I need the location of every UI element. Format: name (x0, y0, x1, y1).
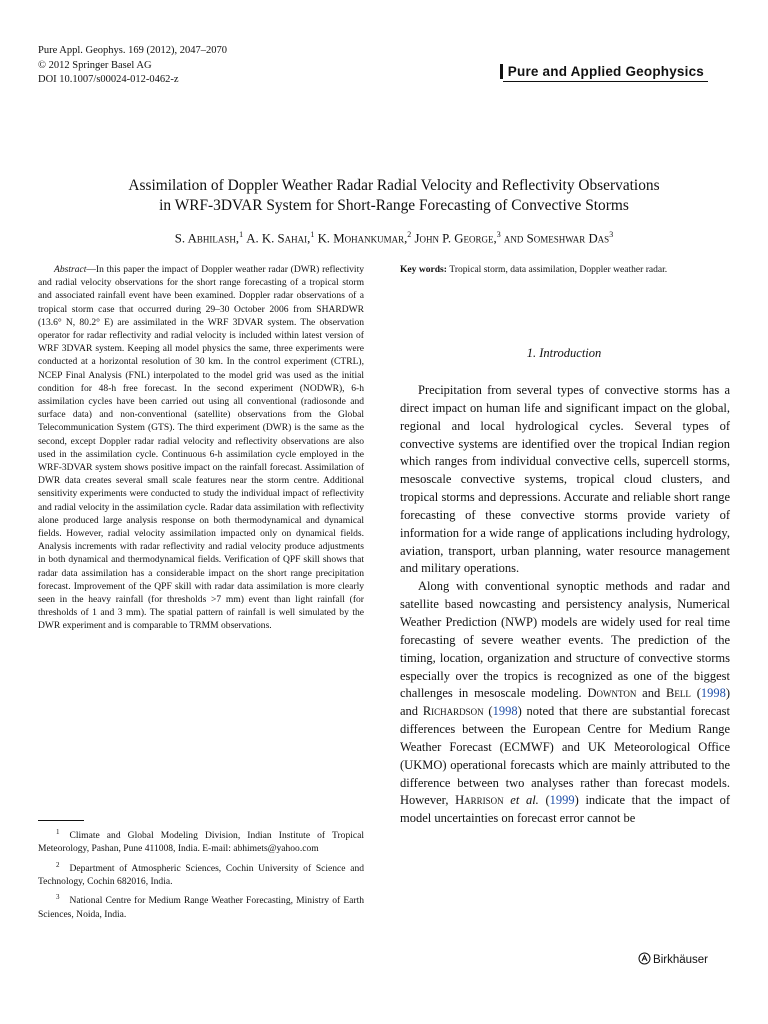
footnote-text: Department of Atmospheric Sciences, Cochin University of Science and Technology, Cochin 682016, India. (38, 862, 364, 887)
citation-link[interactable]: 1998 (492, 704, 518, 719)
footnote (38, 826, 364, 856)
birkhauser-icon (638, 952, 651, 965)
author-name: John P. George, (414, 231, 497, 246)
footnote (38, 891, 364, 921)
publisher-name: Birkhäuser (653, 954, 708, 966)
footnotes (38, 826, 364, 924)
citation-author: Richardson (422, 704, 484, 719)
footnote-number: 1 (56, 828, 60, 836)
author-affiliation: 3 (609, 230, 614, 239)
paragraph: Precipitation from several types of convective storms has a direct impact on human life and significant impact on the global, regional and local hydrological cycles. Several types of convective systems are identified over the tropical Indian region which ranges from individual convective cells, supercell storms, mesoscale convective systems, tropical cloud clusters, and tropical storms and depressions. Accurate and reliable short range forecasting of these convective storms provide variety of information for a wide range of applications including hydrology, aviation, transport, urban planning, water resource management and military operations. (400, 383, 730, 576)
author-affiliation: 1 (310, 230, 315, 239)
introduction-body (400, 382, 730, 828)
footnote-text: Climate and Global Modeling Division, Indian Institute of Tropical Meteorology, Pashan, Pune 411008, India. E-mail: abhimets@yahoo.com (38, 830, 364, 855)
journal-name (500, 64, 704, 79)
conjunction: and (400, 704, 419, 719)
citation-etal: et al. (510, 793, 539, 808)
title-line-2: in WRF-3DVAR System for Short-Range Forecasting of Convective Storms (159, 197, 629, 214)
paragraph-text: indicate that the impact of model uncertainties on forecast error cannot be (400, 793, 731, 826)
author-affiliation: 1 (239, 230, 244, 239)
journal-name-text: Pure and Applied Geophysics (507, 64, 704, 79)
footnote-divider (38, 820, 84, 821)
section-heading: 1. Introduction (526, 346, 602, 360)
author-name: A. K. Sahai, (246, 231, 311, 246)
author-affiliation: 3 (496, 230, 501, 239)
footnote-text: National Centre for Medium Range Weather Forecasting, Ministry of Earth Sciences, Noida, India. (38, 895, 364, 920)
keywords-text: Tropical storm, data assimilation, Doppler weather radar. (449, 264, 668, 275)
footnote (38, 859, 364, 889)
author-name: K. Mohankumar, (317, 231, 408, 246)
abstract (38, 263, 364, 633)
footnote-number: 3 (56, 893, 60, 902)
doi: DOI 10.1007/s00024-012-0462-z (38, 74, 179, 85)
citation-author: Downton (587, 686, 637, 701)
paragraph-text: noted that there are substantial forecast differences between the European Centre for Medium Range Weather Forecast (ECMWF) and UK Meteorological Office (UKMO) operational forecasts which are mainly attributed to the difference between two analyses rather than forecast models. However, (400, 704, 731, 808)
citation-author: Harrison (455, 793, 504, 808)
abstract-text: —In this paper the impact of Doppler weather radar (DWR) reflectivity and radial velocity observations for the short range forecasting of a tropical storm and associated rainfall event have been examined. Doppler radar observations of a tropical storm case that occurred during 29–30 October 2006 from SHARDWR (13.6° N, 80.2° E) are assimilated in the WRF 3DVAR system. The observation operator for radar reflectivity and radial velocity is included within latest version of WRF 3DVAR system. Keeping all model physics the same, three experiments were conducted at a horizontal resolution of 30 km. In the control experiment (CTRL), NCEP Final Analysis (FNL) interpolated to the model grid was used as the initial condition for 48-h free forecast. In the second experiment (NODWR), 6-h assimilation cycles have been carried out using all conventional (radiosonde and surface data) and non-conventional (satellite) observations from the Global Telecommunication System (GTS). The third experiment (DWR) is the same as the second, except Doppler radar radial velocity and reflectivity observations are also used in the assimilation cycle. Continuous 6-h assimilation cycle employed in the WRF-3DVAR system shows positive impact on the rainfall forecast. Assimilation of DWR data creates several small scale features near the storm centre. Additional sensitivity experiments were conducted to study the individual impact of reflectivity and radial velocity in the assimilation cycle. Radar data assimilation with reflectivity alone produced large analysis response on both thermodynamical and dynamical fields. However, radial velocity assimilation impacted only on dynamical fields. Analysis increments with radar reflectivity and radial velocity produce adjustments in both dynamical and thermodynamical fields. Verification of QPF skill shows that radar data assimilation has a considerable impact on the short range precipitation forecast. Improvement of the QPF skill with radar data assimilation is more clearly seen in the heavy rainfall (for thresholds >7 mm) event than light rainfall (for thresholds of 1 and 3 mm). The spatial pattern of rainfall is well simulated by the DWR experiment and is comparable to TRMM observations. (38, 264, 364, 632)
author-affiliation: 2 (407, 230, 412, 239)
publisher-logo (638, 952, 708, 966)
paper-title (60, 176, 728, 216)
keywords (400, 263, 728, 277)
paragraph-text: Along with conventional synoptic methods and radar and satellite based nowcasting and persistency analysis, Numerical Weather Prediction (NWP) models are widely used for real time forecasting of severe weather events. The prediction of the timing, location, organization and structure of convective storms especially over the tropics is recognized as one of the biggest challenges in mesoscale modeling. (400, 579, 730, 701)
author-name: and Someshwar Das (503, 231, 610, 246)
citation-author: Bell (666, 686, 691, 701)
journal-citation: Pure Appl. Geophys. 169 (2012), 2047–2070 (38, 45, 227, 56)
copyright: © 2012 Springer Basel AG (38, 59, 152, 71)
author-name: S. Abhilash, (174, 231, 240, 246)
abstract-label: Abstract (54, 264, 87, 275)
author-list (60, 230, 728, 246)
paragraph: Along with conventional synoptic methods and radar and satellite based nowcasting and persistency analysis, Numerical Weather Prediction (NWP) models are widely used for real time forecasting of severe weather events. The prediction of the timing, location, organization and structure of convective storms especially over the tropics is recognized as one of the biggest challenges in mesoscale modeling. Downton and Bell (1998) and Richardson (1998) noted that there are substantial forecast differences between the European Centre for Medium Range Weather Forecast (ECMWF) and UK Meteorological Office (UKMO) operational forecasts which are mainly attributed to the difference between two analyses rather than forecast models. However, Harrison et al. (1999) indicate that the impact of model uncertainties on forecast error cannot be (400, 579, 731, 826)
title-line-1: Assimilation of Doppler Weather Radar Radial Velocity and Reflectivity Observations (128, 177, 660, 194)
conjunction: and (642, 686, 661, 701)
citation-link[interactable]: 1998 (700, 686, 726, 701)
citation-block (38, 44, 227, 88)
footnote-number: 2 (56, 860, 60, 869)
citation-link[interactable]: 1999 (549, 793, 575, 808)
keywords-label: Key words: (400, 264, 447, 275)
